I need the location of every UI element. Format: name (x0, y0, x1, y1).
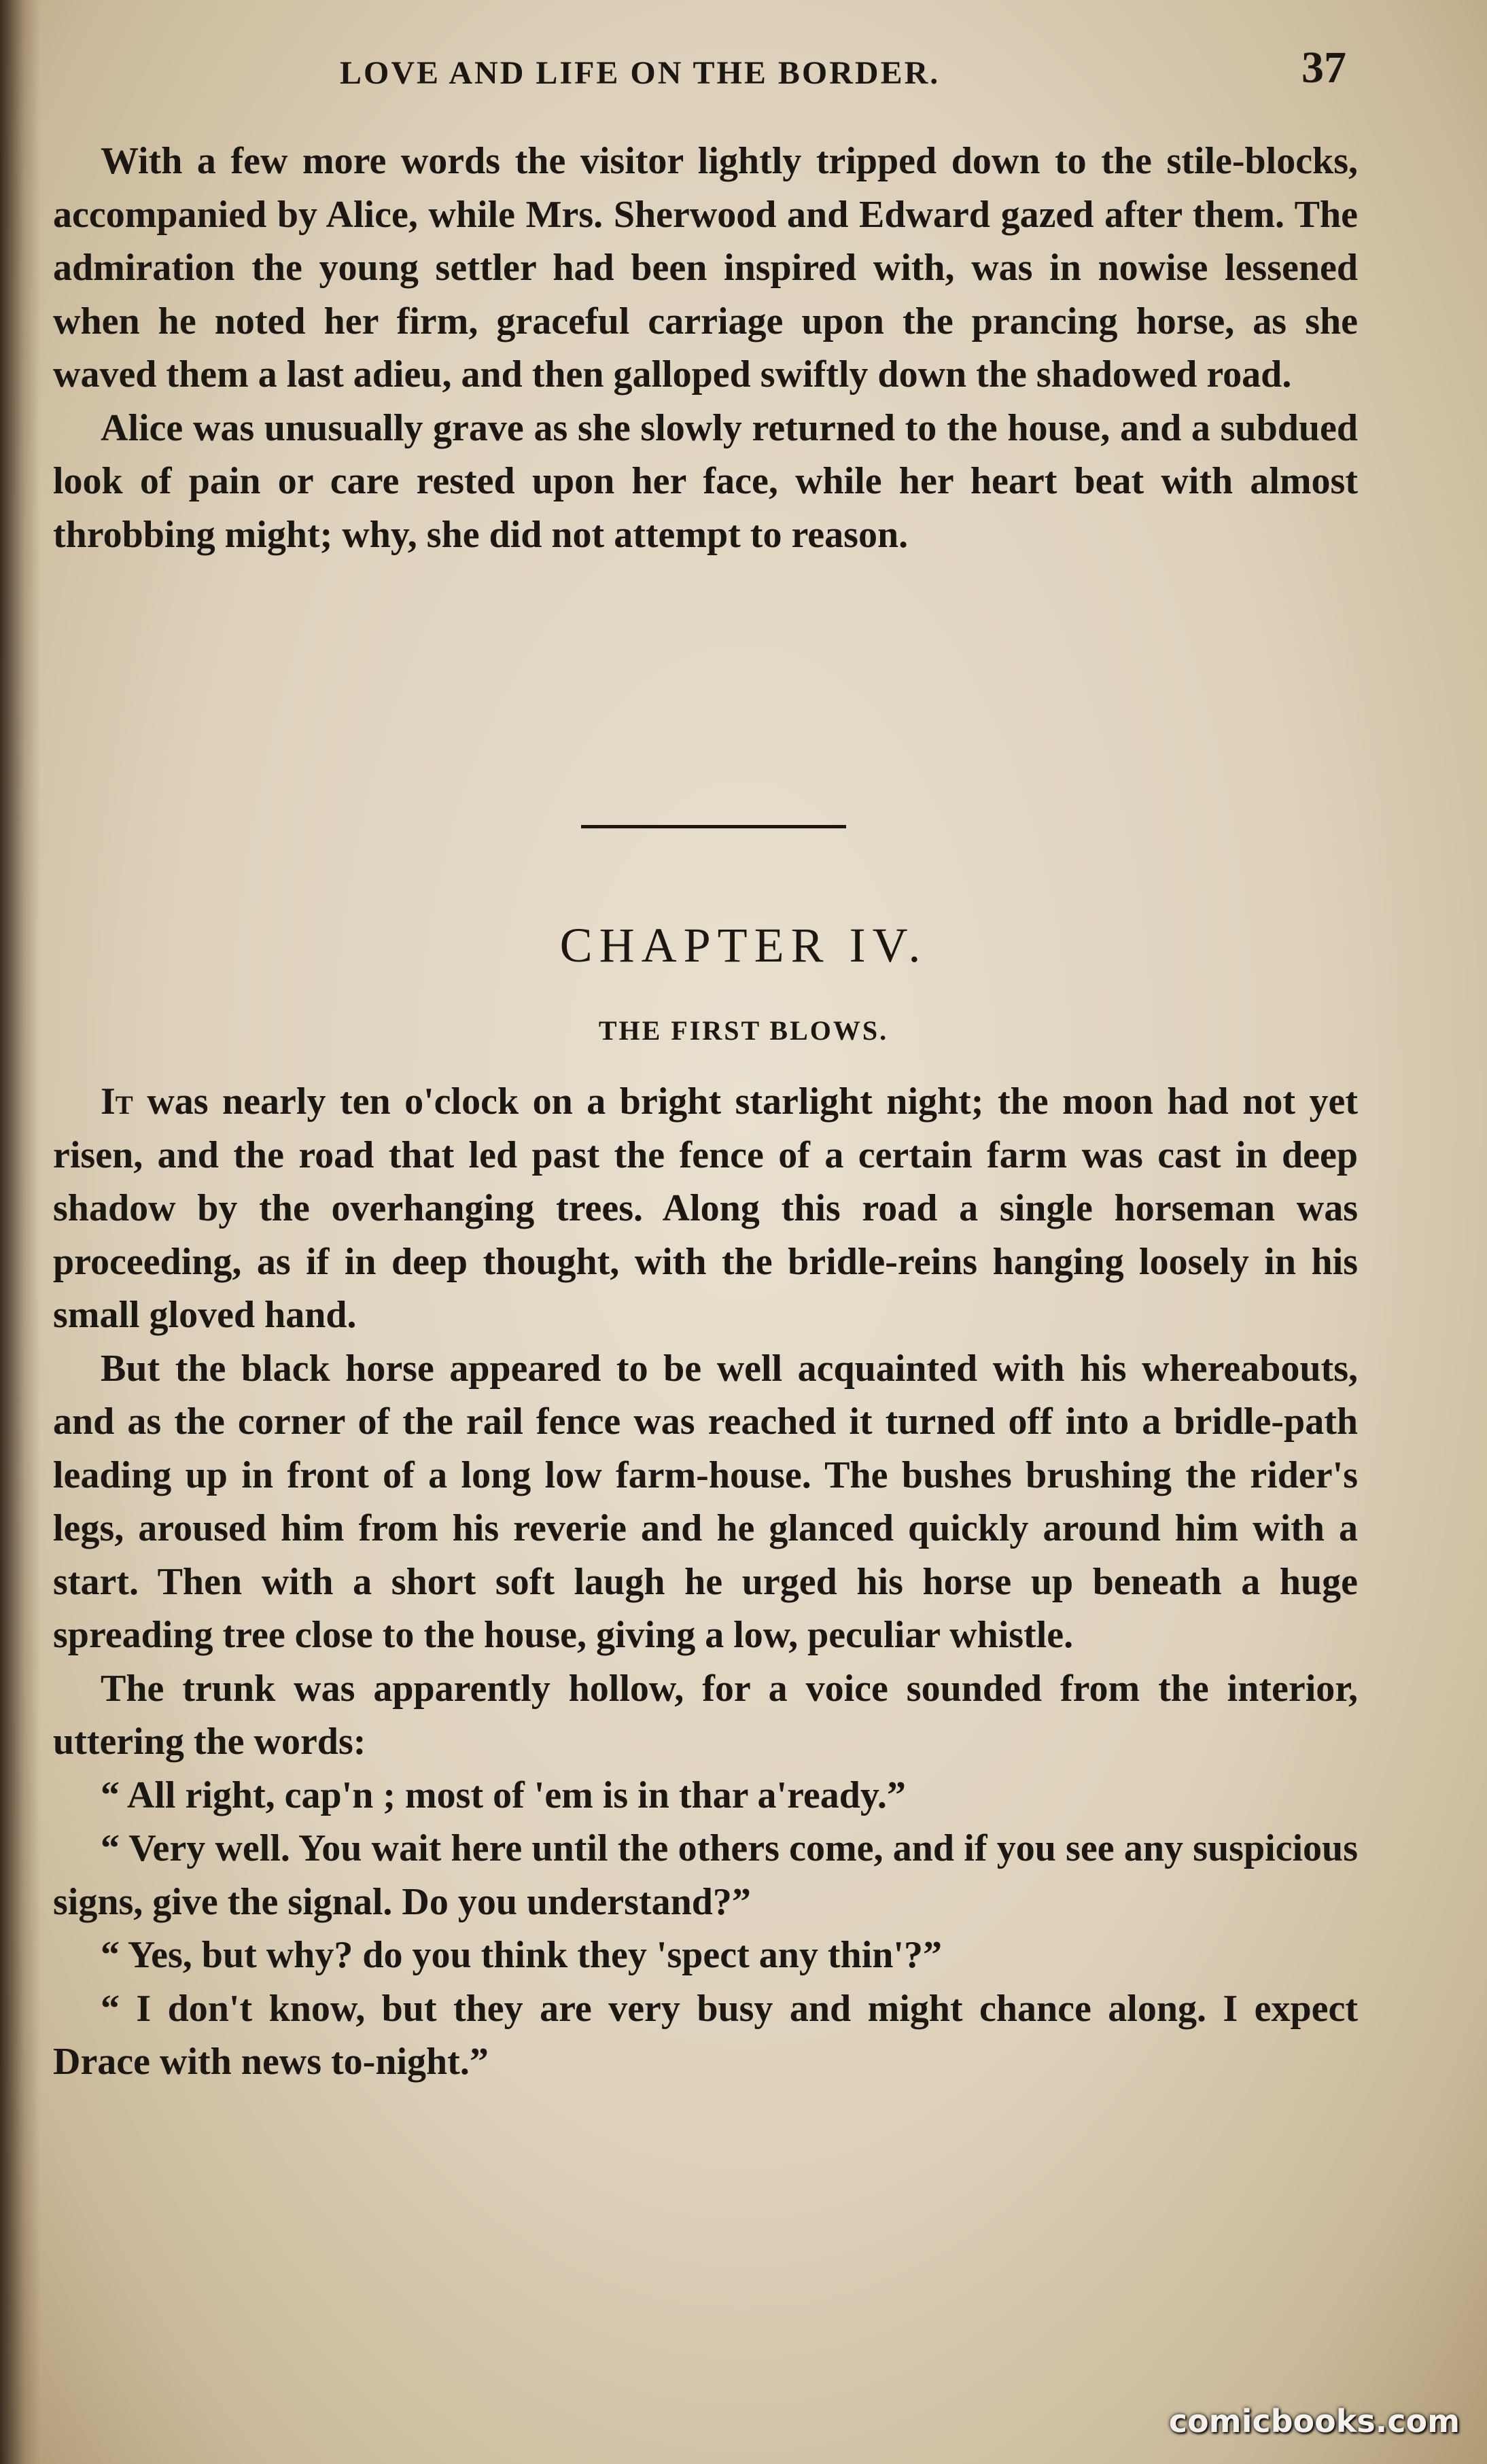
chapter-title: CHAPTER IV. (559, 918, 928, 972)
dialogue-line: “ I don't know, but they are very busy and might chance along. I expect Drace with news to-night.” (53, 1987, 1358, 2083)
body-top (53, 135, 1358, 561)
paragraph: Alice was unusually grave as she slowly returned to the house, and a subdued look of pain or care rested upon her face, while her heart beat with almost throbbing might; why, she did not attempt to reason. (53, 406, 1358, 556)
paragraph-text: was nearly ten o'clock on a bright starlight night; the moon had not yet risen, and the road that led past the fence of a certain farm was cast in deep shadow by the overhanging trees. Along this road a single horseman was proceeding, as if in deep thought, with the bridle-reins hanging loosely in his small gloved hand. (53, 1080, 1358, 1336)
section-rule (581, 825, 846, 828)
paragraph (53, 1075, 1358, 1342)
dialogue-line: “ All right, cap'n ; most of 'em is in thar a'ready.” (101, 1774, 906, 1816)
running-title: LOVE AND LIFE ON THE BORDER. (340, 55, 941, 91)
paragraph: But the black horse appeared to be well acquainted with his whereabouts, and as the corner of the rail fence was reached it turned off into a bridle-path leading up in front of a long low farm-house. The bushes brushing the rider's legs, aroused him from his reverie and he glanced quickly around him with a start. Then with a short soft laugh he urged his horse up beneath a huge spreading tree close to the house, giving a low, peculiar whistle. (53, 1347, 1358, 1656)
dialogue-line: “ Yes, but why? do you think they 'spect any thin'?” (101, 1934, 942, 1976)
page-number: 37 (1301, 43, 1346, 92)
paragraph: With a few more words the visitor lightly tripped down to the stile-blocks, accompanied by Alice, while Mrs. Sherwood and Edward gazed after them. The admiration the young settler had been inspired with, was in nowise lessened when he noted her firm, graceful carriage upon the prancing horse, as she waved them a last adieu, and then galloped swiftly down the shadowed road. (53, 140, 1358, 395)
chapter-first-word: It (101, 1080, 133, 1123)
chapter-subtitle: THE FIRST BLOWS. (598, 1015, 889, 1046)
running-head (0, 42, 1487, 103)
chapter-body (53, 1075, 1358, 2089)
page-gutter-shadow (0, 0, 41, 2464)
watermark: comicbooks.com (1168, 2403, 1460, 2440)
dialogue-line: “ Very well. You wait here until the others come, and if you see any suspicious signs, give the signal. Do you understand?” (53, 1827, 1358, 1923)
paragraph: The trunk was apparently hollow, for a voice sounded from the interior, uttering the words: (53, 1667, 1358, 1763)
